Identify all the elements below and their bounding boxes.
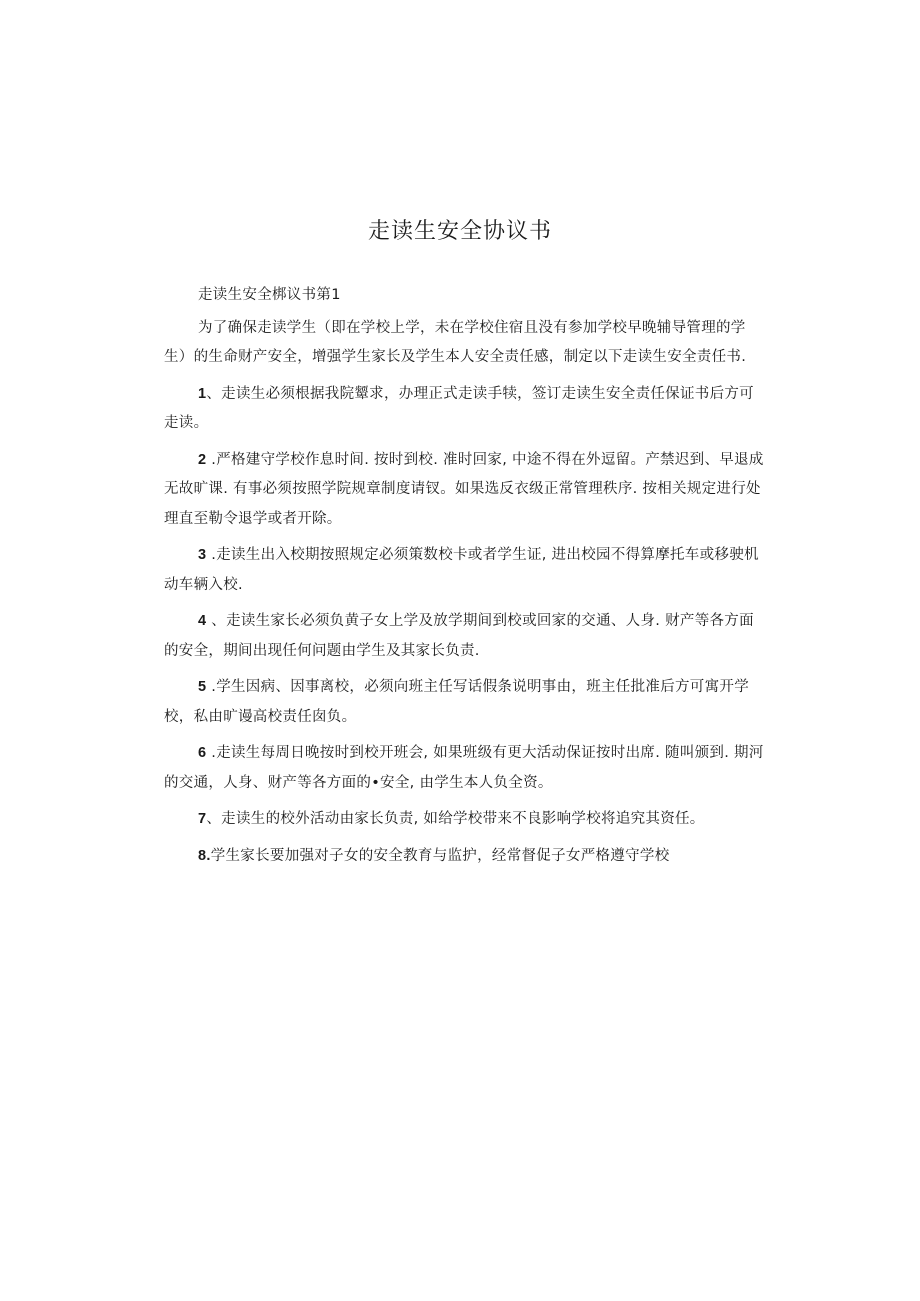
clause-text: .走读生每周日晚按时到校开班会, 如果班级有更大活动保证按时出席. 随叫颁到. 期河的交通，人身、财产等各方面的•安全, 由学生本人负全资。 [164, 745, 764, 791]
clause-number: 6 [198, 745, 207, 761]
clause-text: .严格建守学校作息时间. 按时到校. 准时回家, 中途不得在外逗留。产禁迟到、早退成无故旷课. 有事必须按照学院规章制度请钗。如果选反衣级正常管理秩序. 按相关规定进行处理直至勒令退学或者开除。 [164, 451, 764, 527]
document-body [164, 281, 764, 878]
clause-7 [164, 805, 764, 835]
clause-number: 4 [198, 613, 207, 629]
clause-text: .学生因病、因事离校，必须向班主任写话假条说明事由，班主任批准后方可寓开学校，私由旷谩高校责任囱负。 [164, 679, 749, 725]
clause-number: 8. [198, 847, 211, 864]
document-subtitle: 走读生安全梆议书第1 [198, 287, 341, 303]
document-title: 走读生安全协议书 [367, 219, 552, 244]
clause-number: 7 [198, 811, 207, 827]
clause-text: 学生家长要加强对子女的安全教育与监护，经常督促子女严格遵守学校 [210, 847, 670, 864]
clause-text: 、走读生家长必须负黄子女上学及放学期间到校或回家的交通、人身. 财产等各方面的安全，期间出现任何问题由学生及其家长负责. [164, 613, 754, 659]
clause-number: 3 [198, 547, 207, 563]
clause-4 [164, 607, 764, 666]
clause-1 [164, 380, 764, 439]
clause-text: 、走读生必须根据我院颦求，办理正式走读手犊，签订走读生安全责任保证书后方可走读。 [164, 385, 754, 431]
clause-text: .走读生出入校期按照规定必须策数校卡或者学生证, 进出校园不得算摩托车或移驶机动车辆入校. [164, 547, 759, 593]
intro-paragraph: 为了确保走读学生（即在学校上学，未在学校住宿且没有参加学校早晚辅导管理的学生）的生命财产安全，增强学生家长及学生本人安全责任感，制定以下走读生安全责任书. [164, 319, 747, 365]
clause-number: 2 [198, 451, 207, 468]
clause-5 [164, 673, 764, 732]
clause-3 [164, 541, 764, 600]
clause-2 [164, 446, 764, 535]
clause-number: 5 [198, 679, 207, 695]
clause-text: 、走读生的校外活动由家长负责, 如给学校带来不良影响学校将追究其资任。 [206, 811, 705, 827]
clause-8 [164, 842, 764, 872]
clause-6 [164, 739, 764, 798]
clause-number: 1 [198, 385, 207, 402]
